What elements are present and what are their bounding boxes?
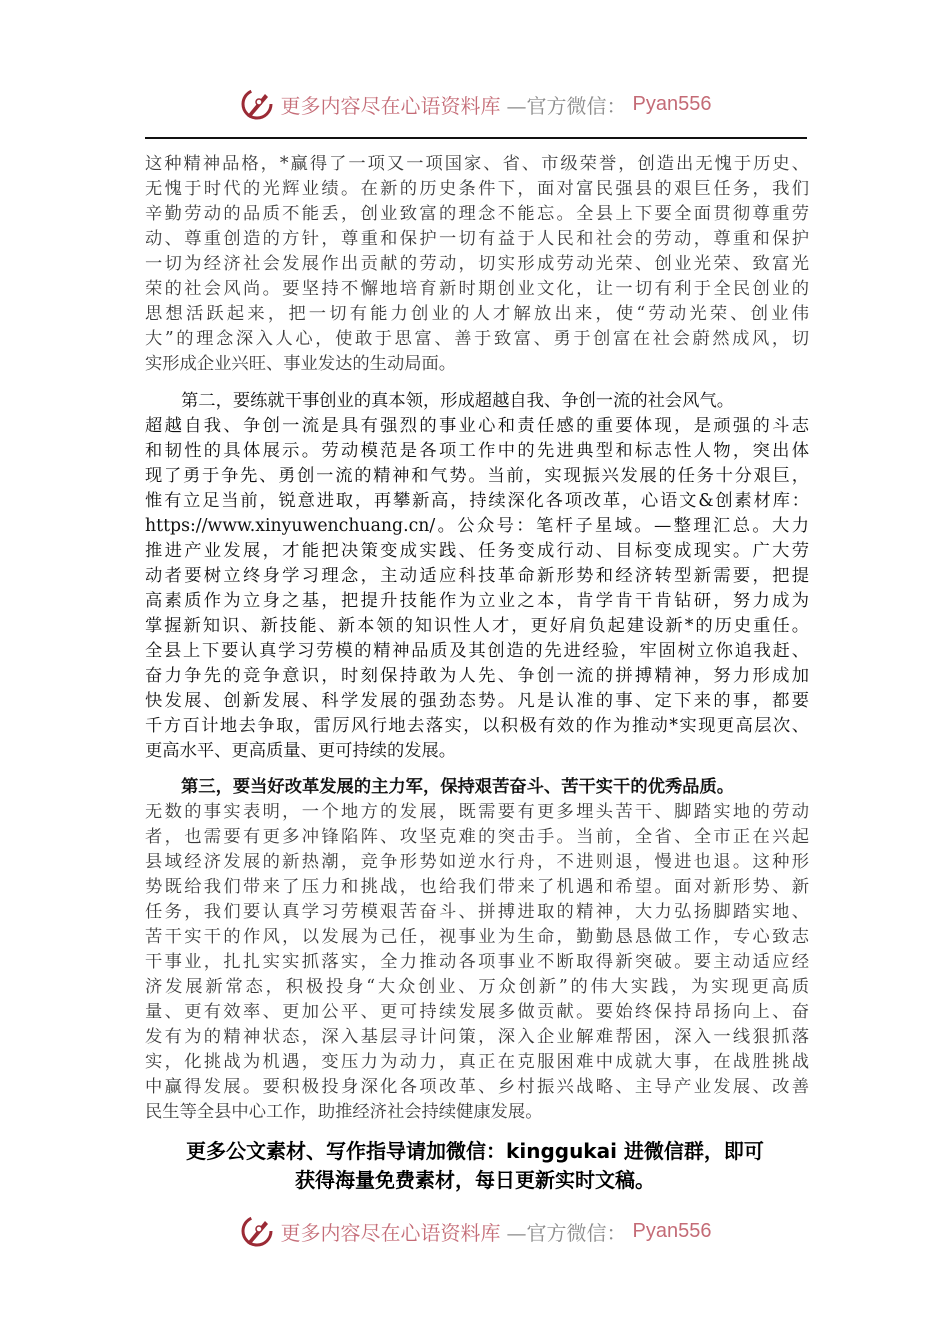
- text-line: 惟有立足当前，锐意进取，再攀新高，持续深化各项改革，心语文&创素材库：: [145, 491, 809, 511]
- text-line: 动、尊重创造的方针，尊重和保护一切有益于人民和社会的劳动，尊重和保护: [145, 229, 809, 249]
- banner-site-text: 更多内容尽在心语资料库: [280, 1220, 501, 1245]
- banner-wechat-label: —官方微信：: [506, 1220, 627, 1245]
- text-line: 中赢得发展。要积极投身深化各项改革、乡村振兴战略、主导产业发展、改善: [145, 1077, 809, 1097]
- text-line: 千方百计地去争取，雷厉风行地去落实，以积极有效的作为推动*实现更高层次、: [145, 716, 809, 736]
- paragraph-2: [145, 389, 809, 764]
- quill-logo-icon: [239, 1213, 275, 1249]
- header-divider: [145, 137, 807, 139]
- text-line: 辛勤劳动的品质不能丢，创业致富的理念不能忘。全县上下要全面贯彻尊重劳: [145, 204, 809, 224]
- header-banner: [0, 84, 950, 124]
- text-line: 实，化挑战为机遇，变压力为动力，真正在克服困难中成就大事，在战胜挑战: [145, 1052, 809, 1072]
- text-line: 和韧性的具体展示。劳动模范是各项工作中的先进典型和标志性人物，突出体: [145, 441, 809, 461]
- text-line: 高素质作为立身之基，把提升技能作为立业之本，肯学肯干肯钻研，努力成为: [145, 591, 809, 611]
- text-line: 无数的事实表明，一个地方的发展，既需要有更多埋头苦干、脚踏实地的劳动: [145, 802, 809, 822]
- text-line: 县域经济发展的新热潮，竞争形势如逆水行舟，不进则退，慢进也退。这种形: [145, 852, 809, 872]
- text-line: 全县上下要认真学习劳模的精神品质及其创造的先进经验，牢固树立你追我赶、: [145, 641, 809, 661]
- text-line: 苦干实干的作风，以发展为己任，视事业为生命，勤勤恳恳做工作，专心致志: [145, 927, 809, 947]
- text-line: 超越自我、争创一流是具有强烈的事业心和责任感的重要体现，是顽强的斗志: [145, 416, 809, 436]
- text-line: 大”的理念深入人心，使敢于思富、善于致富、勇于创富在社会蔚然成风，切: [145, 329, 809, 349]
- text-line: 荣的社会风尚。要坚持不懈地培育新时期创业文化，让一切有利于全民创业的: [145, 279, 809, 299]
- text-line: 无愧于时代的光辉业绩。在新的历史条件下，面对富民强县的艰巨任务，我们: [145, 179, 809, 199]
- text-line: 动者要树立终身学习理念，主动适应科技革命新形势和经济转型新需要，把提: [145, 566, 809, 586]
- quill-logo-icon: [239, 86, 275, 122]
- text-line: 发有为的精神状态，深入基层寻计问策，深入企业解难帮困，深入一线狠抓落: [145, 1027, 809, 1047]
- text-line: 济发展新常态，积极投身“大众创业、万众创新”的伟大实践，为实现更高质: [145, 977, 809, 997]
- promo-line-1: 更多公文素材、写作指导请加微信：kinggukai 进微信群，即可: [186, 1139, 764, 1163]
- text-line: 这种精神品格，*赢得了一项又一项国家、省、市级荣誉，创造出无愧于历史、: [145, 154, 809, 174]
- banner-wechat-id: Pyan556: [632, 92, 712, 115]
- banner-wechat-label: —官方微信：: [506, 93, 627, 118]
- text-line: 掌握新知识、新技能、新本领的知识性人才，更好肩负起建设新*的历史重任。: [145, 616, 809, 636]
- text-line: 实形成企业兴旺、事业发达的生动局面。: [145, 354, 457, 374]
- text-line: 干事业，扎扎实实抓落实，全力推动各项事业不断取得新突破。要主动适应经: [145, 952, 809, 972]
- text-line: 更高水平、更高质量、更可持续的发展。: [145, 741, 457, 761]
- paragraph-heading-line: 第二，要练就干事创业的真本领，形成超越自我、争创一流的社会风气。: [181, 391, 735, 411]
- banner-wechat-id: Pyan556: [632, 1219, 712, 1242]
- text-line: https://www.xinyuwenchuang.cn/。公众号：笔杆子星域。—整理汇总。大力: [145, 516, 809, 536]
- text-line: 量、更有效率、更加公平、更可持续发展多做贡献。要始终保持昂扬向上、奋: [145, 1002, 809, 1022]
- text-line: 者，也需要有更多冲锋陷阵、攻坚克难的突击手。当前，全省、全市正在兴起: [145, 827, 809, 847]
- promo-line-2: 获得海量免费素材，每日更新实时文稿。: [295, 1168, 655, 1192]
- text-line: 一切为经济社会发展作出贡献的劳动，切实形成劳动光荣、创业光荣、致富光: [145, 254, 809, 274]
- text-line: 任务，我们要认真学习劳模艰苦奋斗、拼搏进取的精神，大力弘扬脚踏实地、: [145, 902, 809, 922]
- footer-banner: [0, 1211, 950, 1251]
- text-line: 势既给我们带来了压力和挑战，也给我们带来了机遇和希望。面对新形势、新: [145, 877, 809, 897]
- text-line: 民生等全县中心工作，助推经济社会持续健康发展。: [145, 1102, 543, 1122]
- text-line: 思想活跃起来，把一切有能力创业的人才解放出来，使“劳动光荣、创业伟: [145, 304, 809, 324]
- paragraph-1: [145, 152, 809, 377]
- banner-site-text: 更多内容尽在心语资料库: [280, 93, 501, 118]
- paragraph-3: [145, 775, 809, 1125]
- text-line: 快发展、创新发展、科学发展的强劲态势。凡是认准的事、定下来的事，都要: [145, 691, 809, 711]
- promo-text: [0, 1137, 950, 1195]
- text-line: 现了勇于争先、勇创一流的精神和气势。当前，实现振兴发展的任务十分艰巨，: [145, 466, 809, 486]
- paragraph-heading-line: 第三，要当好改革发展的主力军，保持艰苦奋斗、苦干实干的优秀品质。: [181, 777, 735, 797]
- text-line: 推进产业发展，才能把决策变成实践、任务变成行动、目标变成现实。广大劳: [145, 541, 809, 561]
- text-line: 奋力争先的竞争意识，时刻保持敢为人先、争创一流的拼搏精神，努力形成加: [145, 666, 809, 686]
